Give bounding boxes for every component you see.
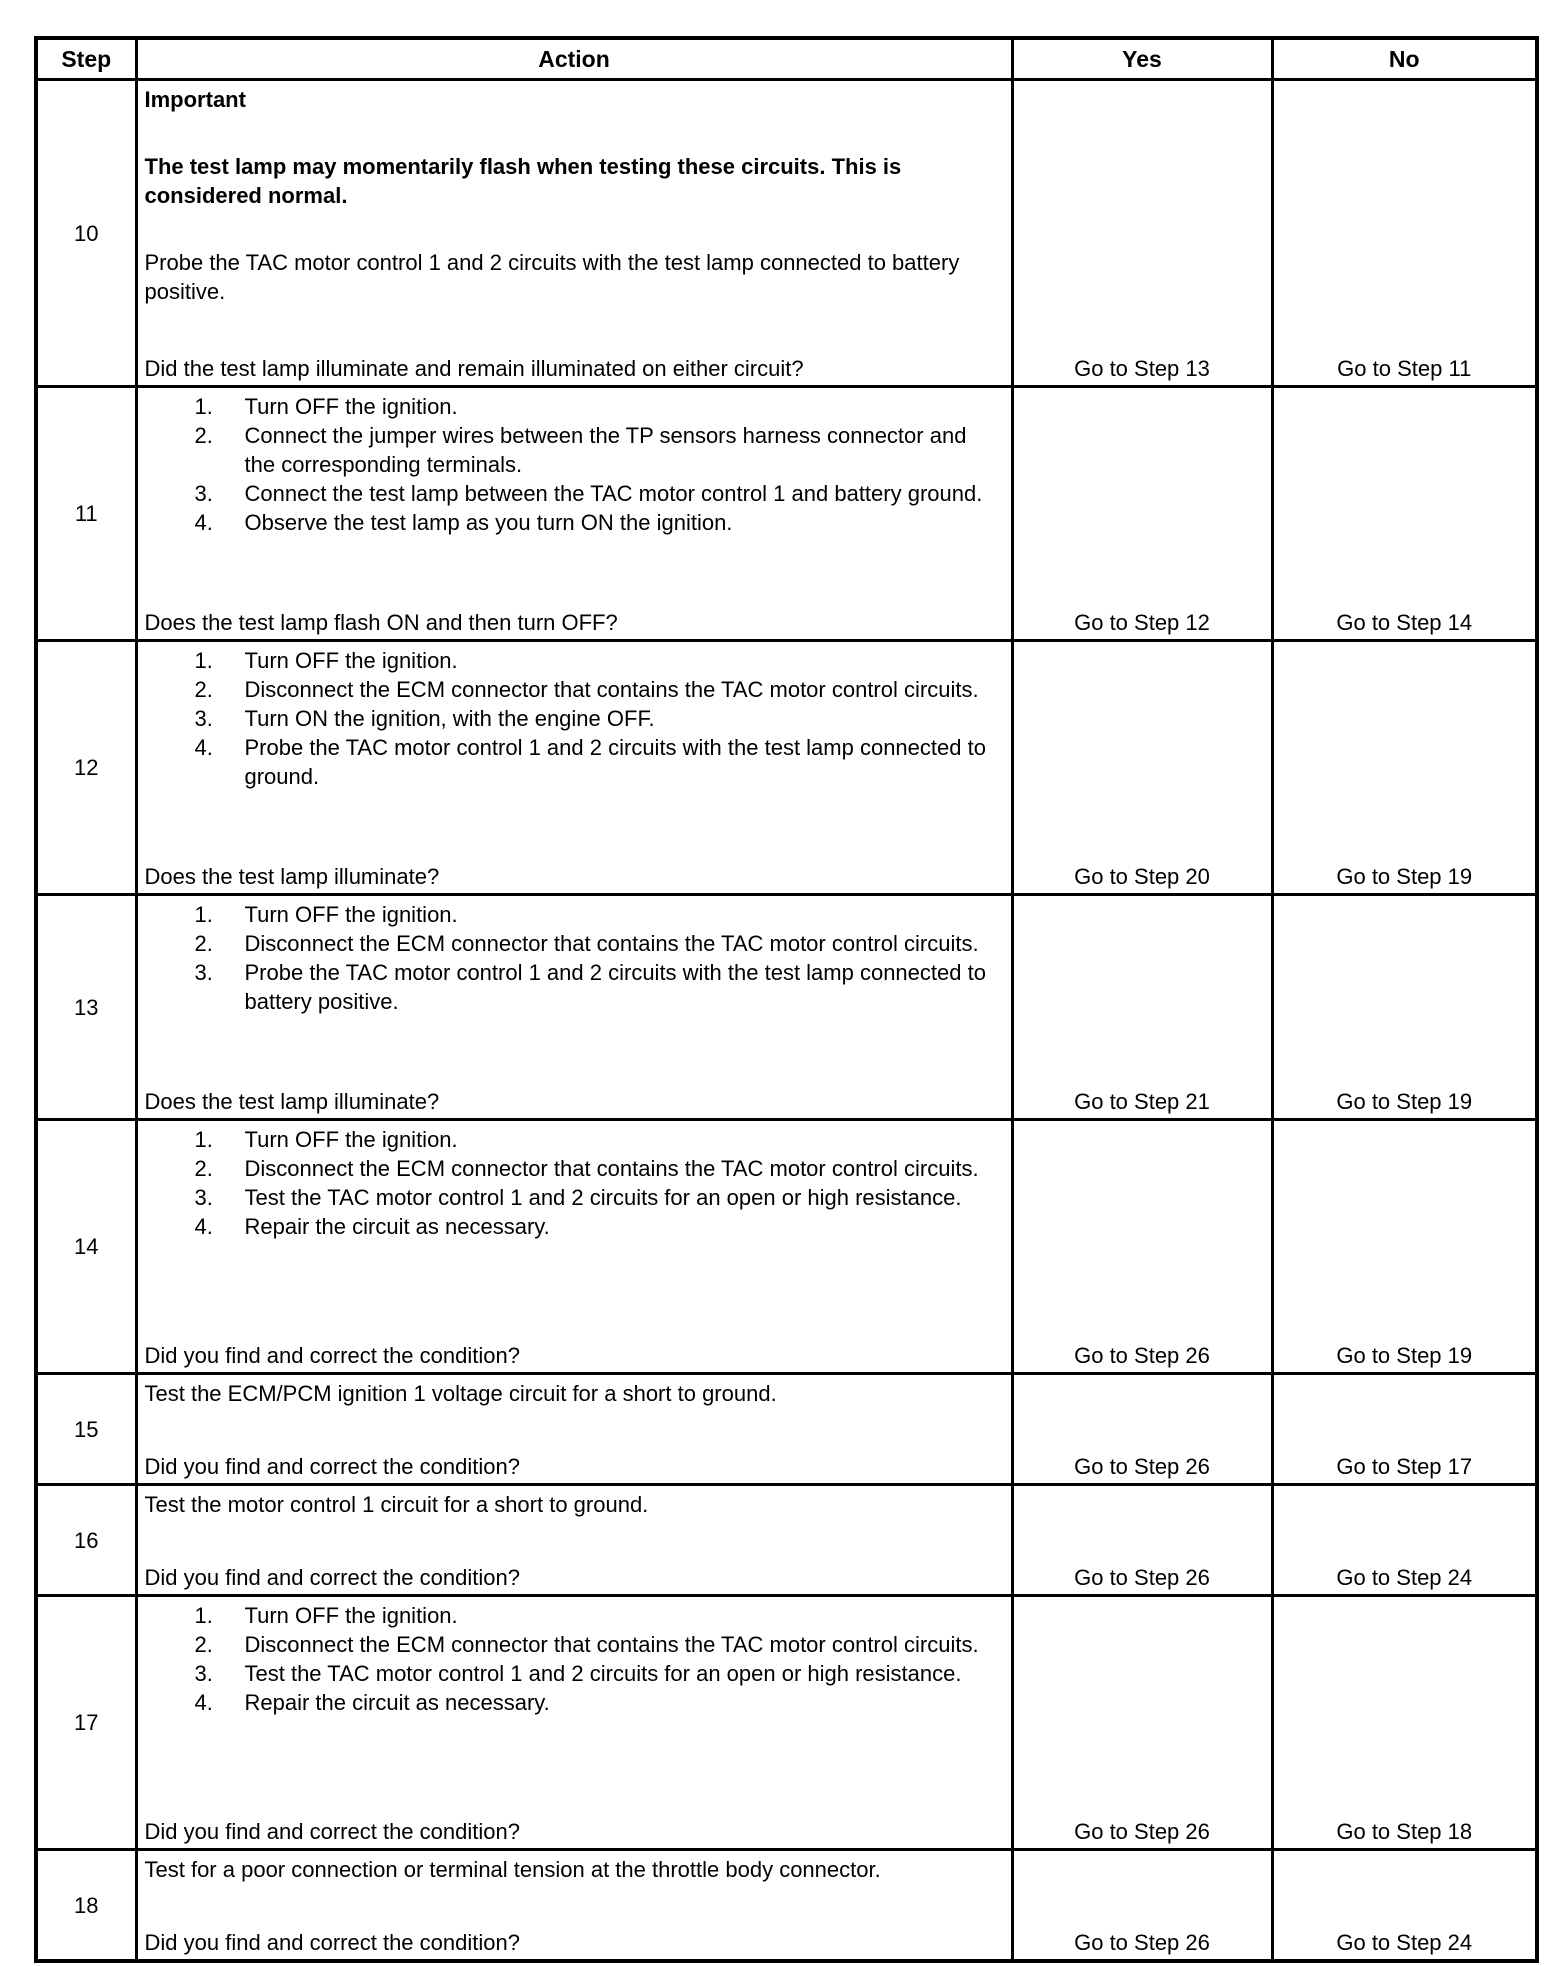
action-content <box>145 85 1003 383</box>
step-number: 11 <box>36 387 136 641</box>
no-result: Go to Step 19 <box>1272 1120 1537 1374</box>
action-cell <box>136 387 1012 641</box>
action-cell <box>136 1485 1012 1596</box>
table-row <box>36 80 1537 387</box>
procedure-item-text: Turn OFF the ignition. <box>244 394 458 419</box>
procedure-item-text: Test the TAC motor control 1 and 2 circuits for an open or high resistance. <box>244 1185 962 1210</box>
no-result: Go to Step 24 <box>1272 1850 1537 1962</box>
procedure-item-text: Test the TAC motor control 1 and 2 circuits for an open or high resistance. <box>244 1661 962 1686</box>
yes-result: Go to Step 26 <box>1012 1850 1272 1962</box>
no-result: Go to Step 18 <box>1272 1596 1537 1850</box>
procedure-item-text: Disconnect the ECM connector that contains the TAC motor control circuits. <box>244 677 979 702</box>
procedure-list <box>145 1601 1003 1717</box>
header-step: Step <box>36 38 136 80</box>
procedure-list <box>145 646 1003 791</box>
no-result: Go to Step 14 <box>1272 387 1537 641</box>
procedure-item <box>145 1659 1003 1688</box>
action-cell <box>136 895 1012 1120</box>
procedure-item-number: 4. <box>194 510 213 535</box>
procedure-item <box>145 1183 1003 1212</box>
procedure-item-number: 4. <box>194 735 213 760</box>
procedure-item-text: Repair the circuit as necessary. <box>244 1690 550 1715</box>
procedure-item-text: Probe the TAC motor control 1 and 2 circuits with the test lamp connected to ground. <box>244 735 986 789</box>
action-instructions <box>145 85 1003 344</box>
procedure-item-number: 2. <box>194 677 213 702</box>
action-question: Did you find and correct the condition? <box>144 1565 520 1590</box>
procedure-list <box>145 900 1003 1016</box>
action-paragraph: Test for a poor connection or terminal tension at the throttle body connector. <box>144 1857 881 1882</box>
action-question: Did you find and correct the condition? <box>144 1930 520 1955</box>
procedure-item-number: 4. <box>194 1690 213 1715</box>
action-cell <box>136 80 1012 387</box>
procedure-item-number: 3. <box>194 960 213 985</box>
action-question: Does the test lamp flash ON and then turn OFF? <box>144 610 618 635</box>
header-action: Action <box>136 38 1012 80</box>
procedure-item <box>145 392 1003 421</box>
yes-result: Go to Step 13 <box>1012 80 1272 387</box>
table-row <box>36 387 1537 641</box>
action-paragraph: Test the ECM/PCM ignition 1 voltage circuit for a short to ground. <box>144 1381 777 1406</box>
procedure-item-number: 3. <box>194 706 213 731</box>
table-row <box>36 1120 1537 1374</box>
procedure-item-number: 3. <box>194 1185 213 1210</box>
step-number: 12 <box>36 641 136 895</box>
procedure-item <box>145 1688 1003 1717</box>
procedure-item-text: Connect the test lamp between the TAC motor control 1 and battery ground. <box>244 481 983 506</box>
yes-result: Go to Step 26 <box>1012 1485 1272 1596</box>
table-row <box>36 895 1537 1120</box>
action-content <box>145 1379 1003 1481</box>
action-paragraph: Probe the TAC motor control 1 and 2 circuits with the test lamp connected to battery positive. <box>144 250 960 304</box>
procedure-item-text: Connect the jumper wires between the TP sensors harness connector and the corresponding terminals. <box>244 423 967 477</box>
action-content <box>145 900 1003 1116</box>
header-yes: Yes <box>1012 38 1272 80</box>
action-question: Did the test lamp illuminate and remain illuminated on either circuit? <box>144 356 804 381</box>
action-question: Does the test lamp illuminate? <box>144 864 440 889</box>
procedure-item-text: Turn OFF the ignition. <box>244 1127 458 1152</box>
procedure-item-text: Turn OFF the ignition. <box>244 1603 458 1628</box>
procedure-item-number: 3. <box>194 481 213 506</box>
step-number: 14 <box>36 1120 136 1374</box>
procedure-item <box>145 704 1003 733</box>
action-question: Does the test lamp illuminate? <box>144 1089 440 1114</box>
action-instructions <box>145 900 1003 1077</box>
step-number: 18 <box>36 1850 136 1962</box>
action-instructions <box>145 1855 1003 1918</box>
action-instructions <box>145 1490 1003 1553</box>
step-number: 15 <box>36 1374 136 1485</box>
procedure-item <box>145 421 1003 479</box>
procedure-item <box>145 900 1003 929</box>
step-number: 16 <box>36 1485 136 1596</box>
procedure-item <box>145 929 1003 958</box>
procedure-item <box>145 1601 1003 1630</box>
procedure-item <box>145 1154 1003 1183</box>
important-title: Important <box>144 87 246 112</box>
no-result: Go to Step 19 <box>1272 641 1537 895</box>
action-paragraph: Test the motor control 1 circuit for a short to ground. <box>144 1492 649 1517</box>
procedure-item-text: Turn OFF the ignition. <box>244 902 458 927</box>
procedure-item <box>145 1630 1003 1659</box>
yes-result: Go to Step 12 <box>1012 387 1272 641</box>
no-result: Go to Step 11 <box>1272 80 1537 387</box>
table-row <box>36 641 1537 895</box>
action-cell <box>136 1374 1012 1485</box>
action-cell <box>136 1596 1012 1850</box>
diagnostic-table <box>34 36 1539 1963</box>
action-question: Did you find and correct the condition? <box>144 1819 520 1844</box>
action-cell <box>136 641 1012 895</box>
yes-result: Go to Step 26 <box>1012 1120 1272 1374</box>
important-text: The test lamp may momentarily flash when testing these circuits. This is considered normal. <box>144 154 902 208</box>
procedure-item-text: Probe the TAC motor control 1 and 2 circuits with the test lamp connected to battery positive. <box>244 960 986 1014</box>
yes-result: Go to Step 26 <box>1012 1374 1272 1485</box>
table-row <box>36 1596 1537 1850</box>
procedure-item-number: 1. <box>194 1127 213 1152</box>
action-instructions <box>145 392 1003 598</box>
procedure-item-number: 2. <box>194 423 213 448</box>
procedure-item <box>145 479 1003 508</box>
procedure-item-text: Turn OFF the ignition. <box>244 648 458 673</box>
action-instructions <box>145 646 1003 852</box>
procedure-item-number: 1. <box>194 902 213 927</box>
procedure-item-text: Disconnect the ECM connector that contains the TAC motor control circuits. <box>244 1632 979 1657</box>
procedure-item-text: Repair the circuit as necessary. <box>244 1214 550 1239</box>
procedure-item <box>145 1125 1003 1154</box>
procedure-item <box>145 646 1003 675</box>
step-number: 17 <box>36 1596 136 1850</box>
step-number: 13 <box>36 895 136 1120</box>
table-row <box>36 1485 1537 1596</box>
procedure-item <box>145 675 1003 704</box>
no-result: Go to Step 19 <box>1272 895 1537 1120</box>
procedure-item-text: Observe the test lamp as you turn ON the ignition. <box>244 510 733 535</box>
procedure-item-text: Disconnect the ECM connector that contains the TAC motor control circuits. <box>244 1156 979 1181</box>
procedure-item <box>145 1212 1003 1241</box>
action-instructions <box>145 1379 1003 1442</box>
yes-result: Go to Step 21 <box>1012 895 1272 1120</box>
procedure-list <box>145 392 1003 537</box>
procedure-item <box>145 733 1003 791</box>
no-result: Go to Step 24 <box>1272 1485 1537 1596</box>
header-no: No <box>1272 38 1537 80</box>
procedure-item-number: 1. <box>194 394 213 419</box>
procedure-item-number: 2. <box>194 1632 213 1657</box>
yes-result: Go to Step 26 <box>1012 1596 1272 1850</box>
procedure-list <box>145 1125 1003 1241</box>
procedure-item-text: Turn ON the ignition, with the engine OFF. <box>244 706 655 731</box>
procedure-item-number: 2. <box>194 1156 213 1181</box>
action-question: Did you find and correct the condition? <box>144 1454 520 1479</box>
procedure-item-number: 1. <box>194 1603 213 1628</box>
action-instructions <box>145 1125 1003 1331</box>
header-row <box>36 38 1537 80</box>
action-content <box>145 1855 1003 1957</box>
action-content <box>145 1490 1003 1592</box>
yes-result: Go to Step 20 <box>1012 641 1272 895</box>
table-row <box>36 1374 1537 1485</box>
procedure-item-number: 1. <box>194 648 213 673</box>
no-result: Go to Step 17 <box>1272 1374 1537 1485</box>
procedure-item-text: Disconnect the ECM connector that contains the TAC motor control circuits. <box>244 931 979 956</box>
action-content <box>145 1125 1003 1370</box>
action-content <box>145 646 1003 891</box>
action-content <box>145 1601 1003 1846</box>
procedure-item-number: 4. <box>194 1214 213 1239</box>
action-cell <box>136 1850 1012 1962</box>
step-number: 10 <box>36 80 136 387</box>
action-instructions <box>145 1601 1003 1807</box>
procedure-item-number: 2. <box>194 931 213 956</box>
procedure-item <box>145 508 1003 537</box>
action-cell <box>136 1120 1012 1374</box>
procedure-item-number: 3. <box>194 1661 213 1686</box>
table-row <box>36 1850 1537 1962</box>
action-content <box>145 392 1003 637</box>
procedure-item <box>145 958 1003 1016</box>
action-question: Did you find and correct the condition? <box>144 1343 520 1368</box>
